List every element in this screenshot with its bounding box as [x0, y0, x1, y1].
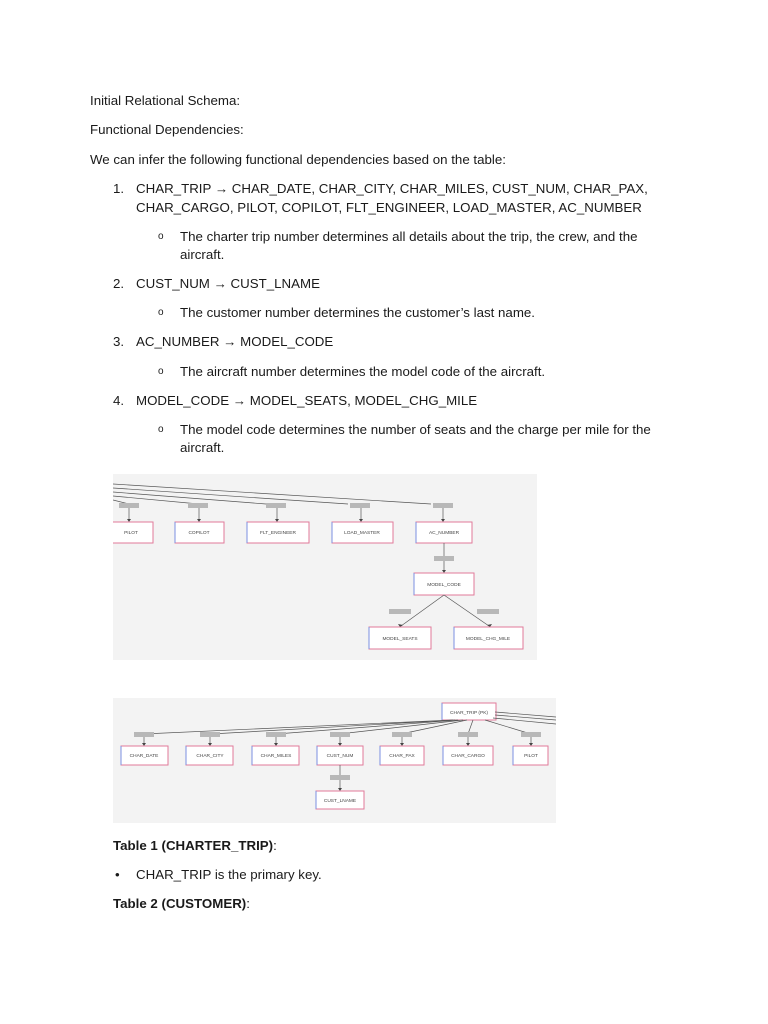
node-label: MODEL_CHG_MILE — [465, 637, 511, 642]
diagram-node — [186, 746, 233, 765]
diagram-node — [513, 746, 548, 765]
node-label: CHAR_MILES — [260, 754, 292, 759]
sub-bullet: o — [158, 366, 164, 377]
node-label: COPILOT — [188, 531, 210, 536]
table2-label: Table 2 (CUSTOMER) — [113, 896, 247, 911]
bullet: • — [115, 867, 120, 882]
table1-colon: : — [273, 838, 277, 853]
table1-point: CHAR_TRIP is the primary key. — [136, 867, 322, 882]
table2-heading — [113, 895, 250, 914]
sub-bullet: o — [158, 424, 164, 435]
node-label: AC_NUMBER — [428, 531, 460, 536]
fd-description: The charter trip number determines all details about the trip, the crew, and the — [180, 229, 638, 244]
fd-line: AC_NUMBER → MODEL_CODE — [136, 334, 334, 349]
dependency-diagram-1 — [113, 474, 537, 660]
table2-colon: : — [246, 896, 250, 911]
sub-bullet: o — [158, 307, 164, 318]
node-label: MODEL_SEATS — [382, 637, 418, 642]
diagram-node — [369, 627, 431, 649]
node-label: CUST_LNAME — [323, 799, 357, 804]
node-label: MODEL_CODE — [427, 583, 461, 588]
fd-number: 1. — [113, 181, 125, 196]
fd-description: aircraft. — [180, 247, 225, 262]
node-label: CHAR_CARGO — [451, 754, 485, 759]
node-label: FLT_ENGINEER — [260, 531, 296, 536]
sub-bullet: o — [158, 231, 164, 242]
diagram-node — [332, 522, 393, 543]
fd-number: 4. — [113, 393, 125, 408]
diagram-node — [414, 573, 474, 595]
diagram-node — [252, 746, 299, 765]
dependency-diagram-2 — [113, 698, 556, 823]
diagram-node — [317, 746, 363, 765]
table1-heading — [113, 837, 277, 856]
node-label: PILOT — [524, 754, 538, 759]
node-label: CHAR_PAX — [389, 754, 415, 759]
diagram-node — [454, 627, 523, 649]
node-label: CHAR_TRIP (PK) — [449, 711, 489, 716]
fd-line: CHAR_CARGO, PILOT, COPILOT, FLT_ENGINEER, LOAD_MASTER, AC_NUMBER — [136, 200, 642, 215]
node-label: CHAR_DATE — [129, 754, 159, 759]
fd-number: 3. — [113, 334, 125, 349]
fd-line: CUST_NUM → CUST_LNAME — [136, 276, 320, 291]
diagram-node — [121, 746, 168, 765]
schema-heading: Initial Relational Schema: — [90, 93, 241, 108]
fd-description: aircraft. — [180, 440, 225, 455]
fd-description: The customer number determines the customer’s last name. — [180, 305, 535, 320]
fd-heading: Functional Dependencies: — [90, 122, 244, 137]
fd-description: The aircraft number determines the model code of the aircraft. — [180, 364, 546, 379]
fd-number: 2. — [113, 276, 125, 291]
diagram-node — [247, 522, 309, 543]
fd-line: CHAR_TRIP → CHAR_DATE, CHAR_CITY, CHAR_MILES, CUST_NUM, CHAR_PAX, — [136, 181, 648, 196]
node-label: PILOT — [124, 531, 138, 536]
node-label: CUST_NUM — [326, 754, 354, 759]
diagram-node — [316, 791, 364, 809]
diagram-node — [416, 522, 472, 543]
node-label: CHAR_CITY — [196, 754, 224, 759]
diagram-node — [442, 703, 496, 720]
diagram-node — [380, 746, 424, 765]
node-label: LOAD_MASTER — [344, 531, 380, 536]
fd-description: The model code determines the number of seats and the charge per mile for the — [180, 422, 651, 437]
fd-intro: We can infer the following functional dependencies based on the table: — [90, 152, 506, 167]
table1-label: Table 1 (CHARTER_TRIP) — [113, 838, 274, 853]
diagram-node — [175, 522, 224, 543]
diagram-node — [443, 746, 493, 765]
fd-line: MODEL_CODE → MODEL_SEATS, MODEL_CHG_MILE — [136, 393, 478, 408]
diagram-node — [113, 522, 153, 543]
